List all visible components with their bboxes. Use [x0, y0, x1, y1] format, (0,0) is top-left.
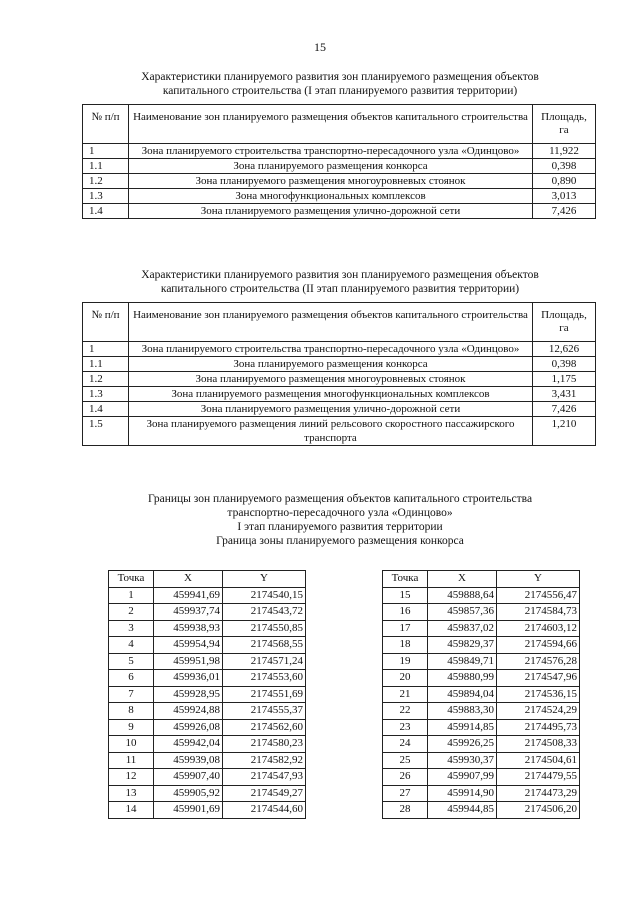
header-name: Наименование зон планируемого размещения объектов капитального строительства	[129, 303, 533, 342]
table-row	[83, 357, 596, 372]
boundaries-line4: Граница зоны планируемого размещения конкорса	[216, 535, 464, 547]
cell-point: 7	[109, 686, 154, 703]
header-num: № п/п	[83, 303, 129, 342]
cell-x: 459914,85	[428, 719, 497, 736]
cell-point: 19	[383, 653, 428, 670]
cell-name: Зона планируемого размещения конкорса	[129, 357, 533, 372]
cell-num: 1	[83, 342, 129, 357]
cell-y: 2174547,93	[223, 769, 306, 786]
cell-x: 459941,69	[154, 587, 223, 604]
cell-y: 2174556,47	[497, 587, 580, 604]
cell-point: 26	[383, 769, 428, 786]
table-row	[109, 670, 306, 687]
cell-name: Зона планируемого размещения многоуровневых стоянок	[129, 372, 533, 387]
table1-caption	[100, 70, 580, 98]
cell-area: 7,426	[533, 204, 596, 219]
cell-name: Зона планируемого строительства транспортно-пересадочного узла «Одинцово»	[129, 342, 533, 357]
table-row	[109, 802, 306, 819]
cell-y: 2174547,96	[497, 670, 580, 687]
cell-num: 1.2	[83, 372, 129, 387]
cell-x: 459914,90	[428, 785, 497, 802]
cell-y: 2174544,60	[223, 802, 306, 819]
table-row	[109, 703, 306, 720]
cell-num: 1.3	[83, 387, 129, 402]
cell-x: 459928,95	[154, 686, 223, 703]
points-right-body	[383, 587, 580, 818]
cell-x: 459883,30	[428, 703, 497, 720]
cell-y: 2174543,72	[223, 604, 306, 621]
table-row	[109, 686, 306, 703]
cell-area: 12,626	[533, 342, 596, 357]
page-number: 15	[314, 40, 326, 54]
table-row	[109, 653, 306, 670]
cell-point: 3	[109, 620, 154, 637]
cell-x: 459926,08	[154, 719, 223, 736]
cell-y: 2174555,37	[223, 703, 306, 720]
cell-point: 13	[109, 785, 154, 802]
header-point: Точка	[109, 571, 154, 588]
cell-point: 17	[383, 620, 428, 637]
table-row	[383, 620, 580, 637]
table-row	[109, 587, 306, 604]
cell-point: 4	[109, 637, 154, 654]
cell-x: 459944,85	[428, 802, 497, 819]
table-row	[83, 189, 596, 204]
cell-area: 7,426	[533, 402, 596, 417]
header-y: Y	[223, 571, 306, 588]
table-row	[83, 387, 596, 402]
table-row	[109, 769, 306, 786]
table-row	[109, 637, 306, 654]
cell-x: 459901,69	[154, 802, 223, 819]
cell-x: 459905,92	[154, 785, 223, 802]
boundaries-line1: Границы зон планируемого размещения объектов капитального строительства	[147, 493, 533, 505]
table-row	[383, 719, 580, 736]
boundaries-line2: транспортно-пересадочного узла «Одинцово»	[227, 507, 453, 519]
cell-area: 1,210	[533, 417, 596, 446]
cell-x: 459857,36	[428, 604, 497, 621]
table-header-row	[83, 303, 596, 342]
table-row	[83, 372, 596, 387]
cell-x: 459888,64	[428, 587, 497, 604]
cell-x: 459926,25	[428, 736, 497, 753]
cell-y: 2174576,28	[497, 653, 580, 670]
cell-point: 5	[109, 653, 154, 670]
table-row	[83, 144, 596, 159]
cell-x: 459939,08	[154, 752, 223, 769]
cell-y: 2174536,15	[497, 686, 580, 703]
table-row	[383, 637, 580, 654]
cell-name: Зона планируемого размещения многоуровневых стоянок	[129, 174, 533, 189]
cell-y: 2174580,23	[223, 736, 306, 753]
table2-caption	[100, 268, 580, 296]
cell-x: 459930,37	[428, 752, 497, 769]
table2-body	[83, 342, 596, 446]
boundaries-line3: I этап планируемого развития территории	[237, 521, 443, 533]
cell-point: 10	[109, 736, 154, 753]
cell-area: 0,398	[533, 159, 596, 174]
table-row	[83, 342, 596, 357]
boundaries-caption	[100, 492, 580, 548]
cell-y: 2174473,29	[497, 785, 580, 802]
table-row	[383, 752, 580, 769]
cell-num: 1.4	[83, 204, 129, 219]
table-row	[83, 417, 596, 446]
table-row	[383, 785, 580, 802]
table-header-row	[83, 105, 596, 144]
cell-area: 3,431	[533, 387, 596, 402]
table-row	[83, 159, 596, 174]
table-row	[109, 736, 306, 753]
cell-x: 459924,88	[154, 703, 223, 720]
cell-y: 2174551,69	[223, 686, 306, 703]
cell-name: Зона планируемого размещения линий рельсового скоростного пассажирского транспорта	[129, 417, 533, 446]
table-row	[383, 769, 580, 786]
cell-num: 1.3	[83, 189, 129, 204]
cell-point: 16	[383, 604, 428, 621]
table-row	[383, 653, 580, 670]
cell-x: 459942,04	[154, 736, 223, 753]
cell-name: Зона планируемого размещения улично-дорожной сети	[129, 402, 533, 417]
table2-caption-line2: капитального строительства (II этап планируемого развития территории)	[160, 283, 520, 295]
cell-y: 2174524,29	[497, 703, 580, 720]
cell-y: 2174562,60	[223, 719, 306, 736]
cell-y: 2174504,61	[497, 752, 580, 769]
table-row	[109, 719, 306, 736]
cell-name: Зона планируемого размещения конкорса	[129, 159, 533, 174]
cell-y: 2174508,33	[497, 736, 580, 753]
cell-y: 2174603,12	[497, 620, 580, 637]
zones-table-stage1	[82, 104, 596, 219]
cell-y: 2174540,15	[223, 587, 306, 604]
cell-x: 459849,71	[428, 653, 497, 670]
cell-y: 2174479,55	[497, 769, 580, 786]
cell-point: 14	[109, 802, 154, 819]
cell-name: Зона многофункциональных комплексов	[129, 189, 533, 204]
cell-y: 2174506,20	[497, 802, 580, 819]
cell-x: 459837,02	[428, 620, 497, 637]
cell-x: 459907,99	[428, 769, 497, 786]
header-y: Y	[497, 571, 580, 588]
table-row	[383, 686, 580, 703]
cell-x: 459954,94	[154, 637, 223, 654]
table-header-row	[383, 571, 580, 588]
table-row	[109, 785, 306, 802]
cell-y: 2174571,24	[223, 653, 306, 670]
cell-x: 459880,99	[428, 670, 497, 687]
table-row	[383, 587, 580, 604]
cell-y: 2174495,73	[497, 719, 580, 736]
cell-name: Зона планируемого размещения улично-дорожной сети	[129, 204, 533, 219]
cell-point: 11	[109, 752, 154, 769]
header-name: Наименование зон планируемого размещения объектов капитального строительства	[129, 105, 533, 144]
points-table-right	[382, 570, 580, 819]
points-table-left	[108, 570, 306, 819]
header-area: Площадь, га	[533, 105, 596, 144]
cell-point: 9	[109, 719, 154, 736]
cell-x: 459951,98	[154, 653, 223, 670]
header-x: X	[154, 571, 223, 588]
table-row	[383, 703, 580, 720]
cell-y: 2174594,66	[497, 637, 580, 654]
cell-y: 2174582,92	[223, 752, 306, 769]
cell-point: 1	[109, 587, 154, 604]
cell-point: 12	[109, 769, 154, 786]
cell-point: 23	[383, 719, 428, 736]
cell-point: 22	[383, 703, 428, 720]
table-row	[109, 752, 306, 769]
cell-point: 8	[109, 703, 154, 720]
cell-y: 2174549,27	[223, 785, 306, 802]
cell-point: 21	[383, 686, 428, 703]
cell-point: 15	[383, 587, 428, 604]
table1-caption-line1: Характеристики планируемого развития зон планируемого размещения объектов	[141, 71, 539, 83]
table-row	[109, 620, 306, 637]
cell-point: 20	[383, 670, 428, 687]
table-row	[383, 802, 580, 819]
cell-area: 3,013	[533, 189, 596, 204]
cell-x: 459894,04	[428, 686, 497, 703]
table1-body	[83, 144, 596, 219]
cell-point: 27	[383, 785, 428, 802]
cell-num: 1.5	[83, 417, 129, 446]
cell-num: 1.1	[83, 357, 129, 372]
cell-name: Зона планируемого размещения многофункциональных комплексов	[129, 387, 533, 402]
cell-x: 459937,74	[154, 604, 223, 621]
cell-point: 24	[383, 736, 428, 753]
cell-y: 2174584,73	[497, 604, 580, 621]
cell-point: 2	[109, 604, 154, 621]
table1-caption-line2: капитального строительства (I этап планируемого развития территории)	[162, 85, 518, 97]
cell-num: 1	[83, 144, 129, 159]
cell-area: 0,398	[533, 357, 596, 372]
table-row	[83, 204, 596, 219]
header-area: Площадь, га	[533, 303, 596, 342]
points-left-body	[109, 587, 306, 818]
table-row	[109, 604, 306, 621]
table-row	[83, 402, 596, 417]
table-row	[383, 604, 580, 621]
cell-point: 25	[383, 752, 428, 769]
cell-area: 11,922	[533, 144, 596, 159]
cell-x: 459936,01	[154, 670, 223, 687]
cell-name: Зона планируемого строительства транспортно-пересадочного узла «Одинцово»	[129, 144, 533, 159]
cell-y: 2174553,60	[223, 670, 306, 687]
header-x: X	[428, 571, 497, 588]
cell-point: 18	[383, 637, 428, 654]
cell-y: 2174550,85	[223, 620, 306, 637]
table-row	[383, 736, 580, 753]
table2-caption-line1: Характеристики планируемого развития зон планируемого размещения объектов	[141, 269, 539, 281]
cell-num: 1.4	[83, 402, 129, 417]
cell-num: 1.1	[83, 159, 129, 174]
cell-y: 2174568,55	[223, 637, 306, 654]
table-header-row	[109, 571, 306, 588]
header-num: № п/п	[83, 105, 129, 144]
cell-area: 0,890	[533, 174, 596, 189]
header-point: Точка	[383, 571, 428, 588]
table-row	[83, 174, 596, 189]
cell-x: 459938,93	[154, 620, 223, 637]
cell-x: 459907,40	[154, 769, 223, 786]
cell-point: 6	[109, 670, 154, 687]
cell-x: 459829,37	[428, 637, 497, 654]
cell-num: 1.2	[83, 174, 129, 189]
cell-point: 28	[383, 802, 428, 819]
zones-table-stage2	[82, 302, 596, 446]
cell-area: 1,175	[533, 372, 596, 387]
table-row	[383, 670, 580, 687]
